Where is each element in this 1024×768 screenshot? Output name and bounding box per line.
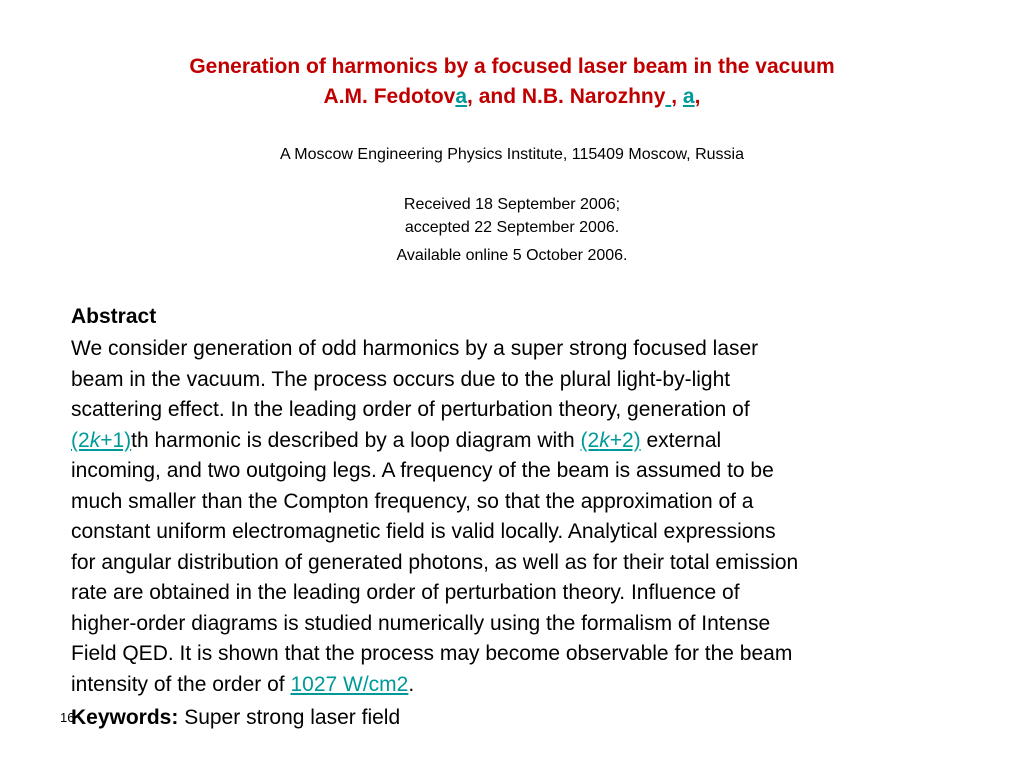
abstract-line: Field QED. It is shown that the process may become observable for the beam: [71, 642, 793, 665]
harmonic-order-link[interactable]: [71, 429, 131, 452]
abstract-text: .: [408, 672, 415, 696]
abstract-line: rate are obtained in the leading order of perturbation theory. Influence of: [71, 581, 740, 604]
author-fedotov: A.M. Fedotov: [323, 85, 456, 108]
link-text-k: k: [89, 428, 101, 452]
external-legs-link[interactable]: [581, 429, 641, 452]
page-number: 16: [60, 710, 75, 725]
link-text: (2: [580, 428, 600, 452]
keywords-label: Keywords:: [71, 706, 179, 729]
abstract-line: [71, 670, 971, 701]
abstract-line: beam in the vacuum. The process occurs due to the plural light-by-light: [71, 367, 731, 391]
keywords-value: Super strong laser field: [178, 706, 401, 729]
online-date: Available online 5 October 2006.: [396, 247, 628, 264]
keywords: [71, 704, 400, 732]
abstract-heading: Abstract: [71, 305, 157, 328]
abstract-body: [71, 334, 971, 700]
abstract-line: for angular distribution of generated photons, as well as for their total emission: [71, 550, 799, 574]
abstract-line: We consider generation of odd harmonics by a super strong focused laser: [71, 337, 759, 360]
abstract-line: constant uniform electromagnetic field is valid locally. Analytical expressions: [71, 520, 776, 543]
link-text-k: k: [599, 428, 610, 452]
affiliation-link-a-1[interactable]: a: [455, 85, 468, 108]
author-separator: ,: [467, 85, 479, 108]
link-text: (2: [71, 428, 90, 452]
abstract-text: intensity of the order of: [71, 672, 291, 696]
abstract-line: much smaller than the Compton frequency, so that the approximation of a: [71, 489, 754, 513]
paper-title: Generation of harmonics by a focused laser beam in the vacuum: [189, 55, 835, 78]
affiliation-link-a-2[interactable]: a: [682, 85, 695, 108]
abstract-line: scattering effect. In the leading order of perturbation theory, generation of: [71, 398, 750, 421]
abstract-line: [71, 426, 971, 457]
received-date: Received 18 September 2006;: [403, 196, 621, 213]
author-separator-2: ,: [671, 85, 683, 108]
abstract-line: higher-order diagrams is studied numerically using the formalism of Intense: [71, 611, 771, 635]
author-line: [0, 84, 1024, 110]
author-narozhny: and N.B. Narozhny: [478, 85, 666, 108]
author-separator-3: ,: [694, 85, 701, 108]
abstract-line: incoming, and two outgoing legs. A frequency of the beam is assumed to be: [71, 459, 774, 482]
abstract-text: external: [640, 428, 722, 452]
affiliation: A Moscow Engineering Physics Institute, 115409 Moscow, Russia: [280, 146, 744, 163]
accepted-date: accepted 22 September 2006.: [404, 219, 620, 236]
intensity-link[interactable]: 1027 W/cm2: [290, 672, 409, 696]
abstract-text: th harmonic is described by a loop diagram with: [131, 428, 581, 452]
link-text: +2): [609, 428, 641, 452]
link-text: +1): [100, 428, 132, 452]
